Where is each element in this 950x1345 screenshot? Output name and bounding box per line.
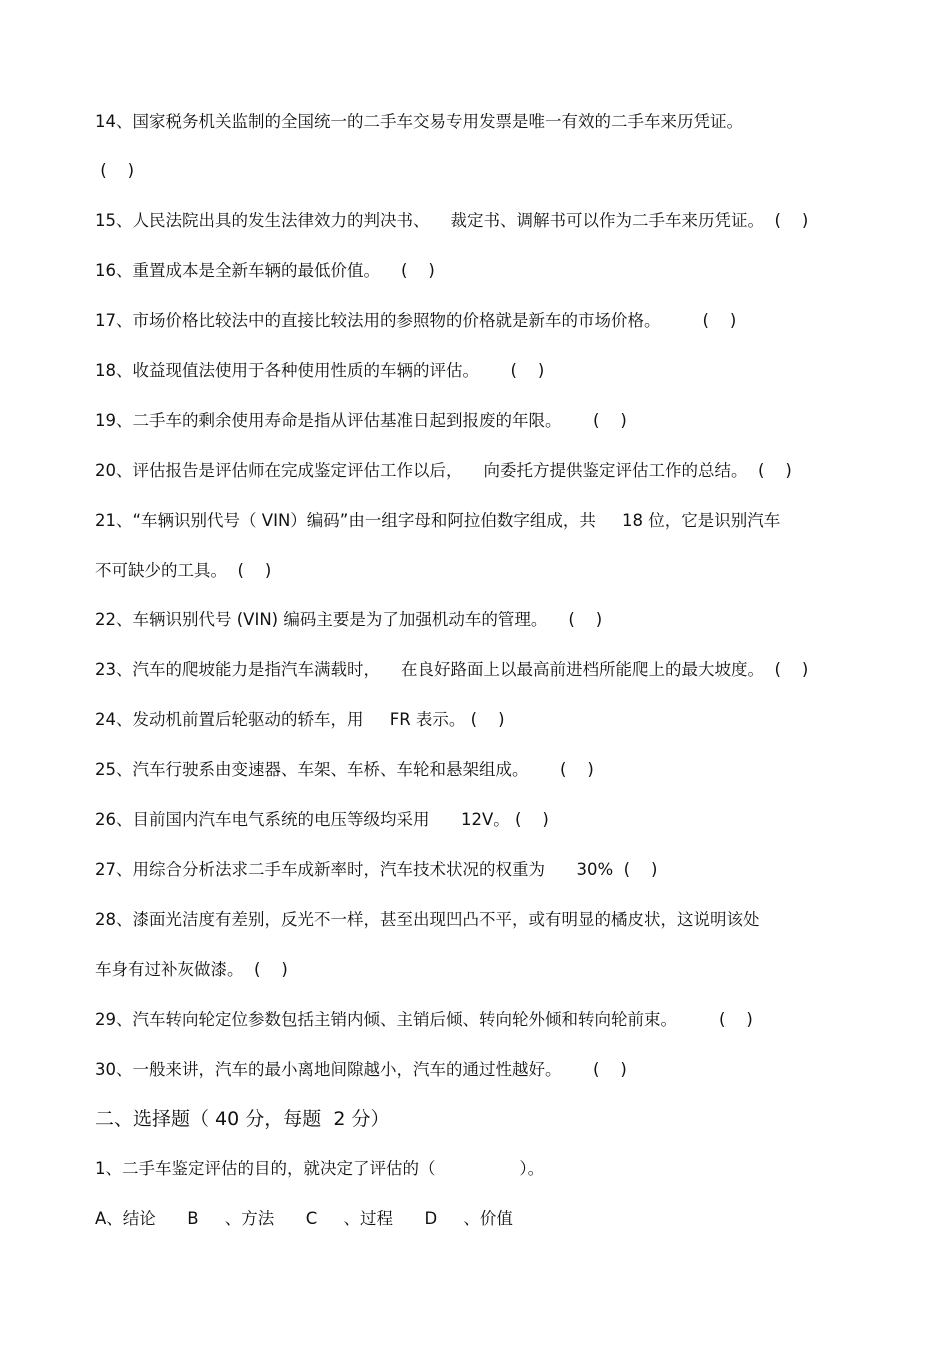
tf-question-26: 26、目前国内汽车电气系统的电压等级均采用 12V。 ( ) [95, 810, 549, 829]
tf-question-17: 17、市场价格比较法中的直接比较法用的参照物的价格就是新车的市场价格。 ( ) [95, 311, 737, 330]
tf-question-20: 20、评估报告是评估师在完成鉴定评估工作以后， 向委托方提供鉴定评估工作的总结。 ( ) [95, 461, 792, 480]
mc-question-1: 1、二手车鉴定评估的目的，就决定了评估的（ ）。 [95, 1159, 545, 1178]
tf-question-28: 28、漆面光洁度有差别，反光不一样，甚至出现凹凸不平，或有明显的橘皮状，这说明该处 [95, 910, 760, 929]
tf-question-16: 16、重置成本是全新车辆的最低价值。 ( ) [95, 261, 435, 280]
tf-question-24: 24、发动机前置后轮驱动的轿车，用 FR 表示。 ( ) [95, 710, 505, 729]
tf-question-28-cont: 车身有过补灰做漆。 ( ) [95, 960, 288, 979]
tf-question-18: 18、收益现值法使用于各种使用性质的车辆的评估。 ( ) [95, 361, 545, 380]
mc-question-1-options: A、结论 B 、方法 C 、过程 D 、价值 [95, 1209, 513, 1228]
tf-question-14: 14、国家税务机关监制的全国统一的二手车交易专用发票是唯一有效的二手车来历凭证。 [95, 112, 743, 131]
tf-question-27: 27、用综合分析法求二手车成新率时，汽车技术状况的权重为 30% ( ) [95, 860, 658, 879]
tf-question-14-answer: ( ) [95, 161, 135, 180]
section-heading: 二、选择题（ 40 分，每题 2 分） [95, 1108, 390, 1130]
tf-question-15: 15、人民法院出具的发生法律效力的判决书、 裁定书、调解书可以作为二手车来历凭证。 ( ) [95, 211, 809, 230]
tf-question-21: 21、“车辆识别代号（ VIN）编码”由一组字母和阿拉伯数字组成，共 18 位，它是识别汽车 [95, 511, 781, 530]
tf-question-22: 22、车辆识别代号 (VIN) 编码主要是为了加强机动车的管理。 ( ) [95, 610, 603, 629]
tf-question-19: 19、二手车的剩余使用寿命是指从评估基准日起到报废的年限。 ( ) [95, 411, 627, 430]
tf-question-23: 23、汽车的爬坡能力是指汽车满载时， 在良好路面上以最高前进档所能爬上的最大坡度。 ( ) [95, 660, 809, 679]
tf-question-21-cont: 不可缺少的工具。 ( ) [95, 561, 272, 580]
tf-question-25: 25、汽车行驶系由变速器、车架、车桥、车轮和悬架组成。 ( ) [95, 760, 594, 779]
tf-question-30: 30、一般来讲，汽车的最小离地间隙越小，汽车的通过性越好。 ( ) [95, 1060, 627, 1079]
tf-question-29: 29、汽车转向轮定位参数包括主销内倾、主销后倾、转向轮外倾和转向轮前束。 ( ) [95, 1010, 753, 1029]
